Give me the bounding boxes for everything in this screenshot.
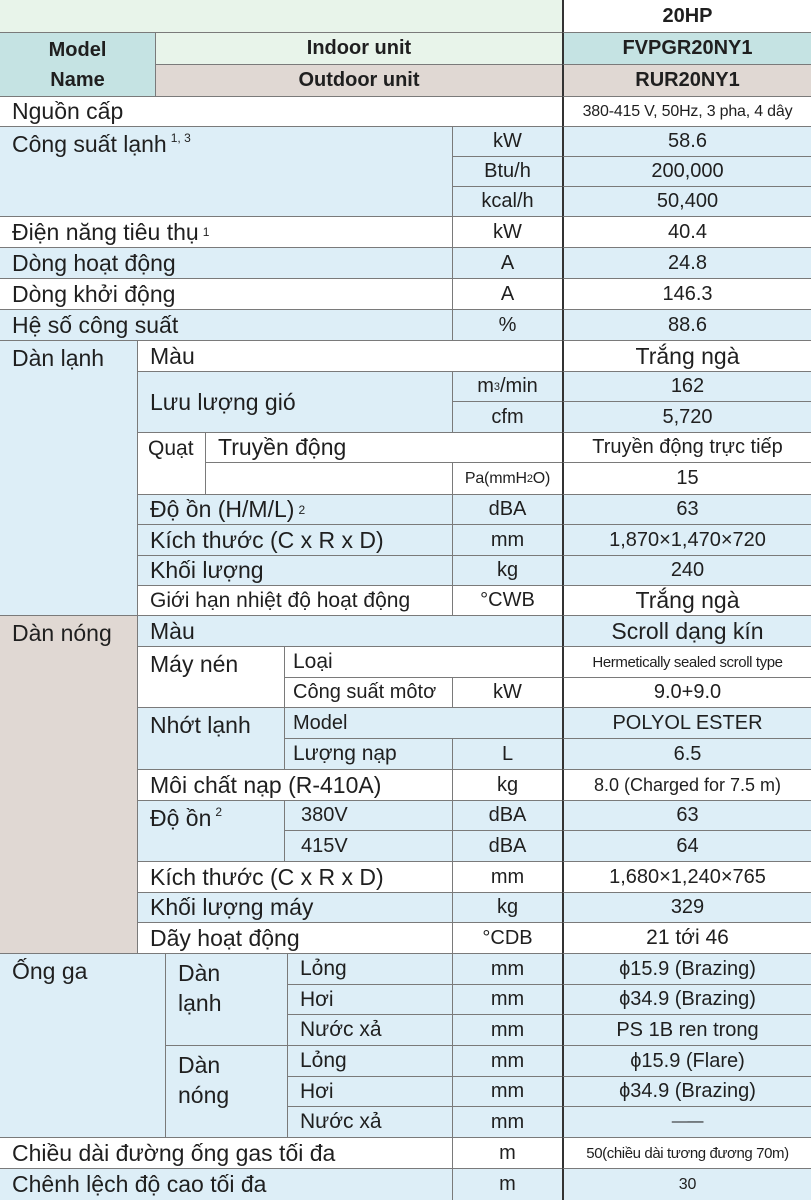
piping-outdoor-gas-value: ϕ34.9 (Brazing) [562,1076,811,1106]
indoor-noise-unit: dBA [452,494,562,524]
max-height-difference-label: Chênh lệch độ cao tối đa [0,1168,452,1200]
outdoor-oil-model-label: Model [284,707,562,738]
cooling-capacity-value-kcal: 50,400 [562,186,811,216]
power-consumption-row [0,216,811,247]
indoor-fan-pressure-unit [452,462,562,494]
outdoor-noise-text: Độ ồn [150,805,212,831]
outdoor-noise-380v-label: 380V [284,800,452,830]
cooling-capacity-row [0,126,811,216]
piping-outdoor-liquid-unit: mm [452,1045,562,1076]
outdoor-noise-415v-unit: dBA [452,830,562,861]
outdoor-section-label: Dàn nóng [0,615,137,953]
indoor-airflow-unit-cfm: cfm [452,401,562,432]
indoor-airflow-value-cfm: 5,720 [562,401,811,432]
outdoor-noise-note: 2 [215,805,223,819]
max-pipe-length-label: Chiều dài đường ống gas tối đa [0,1137,452,1168]
indoor-unit-label: Indoor unit [155,32,562,64]
outdoor-dimensions-label: Kích thước (C x R x D) [137,861,452,892]
outdoor-unit-label: Outdoor unit [155,64,562,96]
outdoor-operating-range-label: Dãy hoạt động [137,922,452,953]
piping-outdoor-liquid-value: ϕ15.9 (Flare) [562,1045,811,1076]
power-consumption-value: 40.4 [562,216,811,247]
indoor-section [0,340,811,615]
piping-indoor-gas-unit: mm [452,984,562,1014]
indoor-weight-value: 240 [562,555,811,585]
piping-section-label: Ống ga [0,953,165,1137]
outdoor-oil-charge-value: 6.5 [562,738,811,769]
piping-section [0,953,811,1137]
outdoor-dimensions-value: 1,680×1,240×765 [562,861,811,892]
power-factor-unit: % [452,309,562,340]
capacity-value: 20HP [562,0,811,32]
indoor-fan-label: Quạt [137,432,205,494]
indoor-noise-note: 2 [298,502,306,517]
power-consumption-text: Điện năng tiêu thụ [12,218,199,245]
cooling-capacity-value-kw: 58.6 [562,126,811,156]
indoor-color-value: Trắng ngà [562,340,811,371]
indoor-weight-unit: kg [452,555,562,585]
cooling-capacity-unit-btu: Btu/h [452,156,562,186]
max-pipe-length-row [0,1137,811,1168]
pressure-unit-sub: 2 [526,472,533,485]
indoor-section-label: Dàn lạnh [0,340,137,615]
outdoor-dimensions-unit: mm [452,861,562,892]
indoor-dimensions-unit: mm [452,524,562,555]
cooling-capacity-note: 1, 3 [170,131,191,145]
piping-indoor-liquid-value: ϕ15.9 (Brazing) [562,953,811,984]
running-current-row [0,247,811,278]
outdoor-compressor-motor-label: Công suất môtơ [284,677,452,707]
power-consumption-note: 1 [202,225,210,239]
airflow-unit-main: m [477,375,494,397]
power-consumption-unit: kW [452,216,562,247]
running-current-label: Dòng hoạt động [0,247,452,278]
running-current-value: 24.8 [562,247,811,278]
piping-indoor-drain-unit: mm [452,1014,562,1045]
indoor-fan-drive-value: Truyền động trực tiếp [562,432,811,462]
cooling-capacity-unit-kw: kW [452,126,562,156]
starting-current-label: Dòng khởi động [0,278,452,309]
outdoor-refrigerant-value: 8.0 (Charged for 7.5 m) [562,769,811,800]
piping-indoor-gas-label: Hơi [287,984,452,1014]
indoor-airflow-value-m3: 162 [562,371,811,401]
outdoor-noise-label [137,800,284,861]
indoor-dimensions-label: Kích thước (C x R x D) [137,524,452,555]
piping-outdoor-drain-unit: mm [452,1106,562,1137]
power-factor-label: Hệ số công suất [0,309,452,340]
pressure-unit-tail: O) [532,469,551,487]
running-current-unit: A [452,247,562,278]
outdoor-weight-value: 329 [562,892,811,922]
outdoor-compressor-type-label: Loại [284,646,562,677]
outdoor-noise-380v-unit: dBA [452,800,562,830]
power-factor-row [0,309,811,340]
outdoor-color-label: Màu [137,615,562,646]
indoor-noise-text: Độ ồn (H/M/L) [150,496,295,522]
cooling-capacity-label [0,126,452,216]
piping-indoor-drain-value: PS 1B ren trong [562,1014,811,1045]
piping-indoor-liquid-label: Lỏng [287,953,452,984]
outdoor-operating-range-value: 21 tới 46 [562,922,811,953]
power-supply-row [0,96,811,126]
outdoor-oil-model-value: POLYOL ESTER [562,707,811,738]
outdoor-section [0,615,811,953]
outdoor-noise-415v-label: 415V [284,830,452,861]
outdoor-compressor-type-value: Hermetically sealed scroll type [562,646,811,677]
starting-current-row [0,278,811,309]
piping-outdoor-gas-label: Hơi [287,1076,452,1106]
outdoor-noise-415v-value: 64 [562,830,811,861]
max-height-difference-value: 30 [562,1168,811,1200]
starting-current-value: 146.3 [562,278,811,309]
max-pipe-length-unit: m [452,1137,562,1168]
piping-outdoor-label [165,1045,287,1137]
outdoor-weight-unit: kg [452,892,562,922]
outdoor-color-value: Scroll dạng kín [562,615,811,646]
indoor-dimensions-value: 1,870×1,470×720 [562,524,811,555]
piping-outdoor-drain-label: Nước xả [287,1106,452,1137]
outdoor-oil-label: Nhớt lạnh [137,707,284,769]
indoor-noise-value: 63 [562,494,811,524]
piping-outdoor-gas-unit: mm [452,1076,562,1106]
power-supply-label: Nguồn cấp [0,96,562,126]
indoor-operating-limit-label: Giới hạn nhiệt độ hoạt động [137,585,452,615]
piping-outdoor-liquid-label: Lỏng [287,1045,452,1076]
piping-outdoor-text: Dàn nóng [178,1052,230,1108]
outdoor-weight-label: Khối lượng máy [137,892,452,922]
indoor-noise-label [137,494,452,524]
indoor-fan-pressure-value: 15 [562,462,811,494]
indoor-operating-limit-unit: °CWB [452,585,562,615]
power-factor-value: 88.6 [562,309,811,340]
starting-current-unit: A [452,278,562,309]
piping-indoor-liquid-unit: mm [452,953,562,984]
outdoor-oil-charge-unit: L [452,738,562,769]
indoor-fan-pressure-spacer [205,462,452,494]
power-consumption-label [0,216,452,247]
outdoor-operating-range-unit: °CDB [452,922,562,953]
airflow-unit-tail: /min [500,375,538,397]
indoor-operating-limit-value: Trắng ngà [562,585,811,615]
piping-indoor-gas-value: ϕ34.9 (Brazing) [562,984,811,1014]
max-height-difference-row [0,1168,811,1200]
outdoor-unit-model: RUR20NY1 [562,64,811,96]
outdoor-noise-380v-value: 63 [562,800,811,830]
cooling-capacity-unit-kcal: kcal/h [452,186,562,216]
max-pipe-length-value: 50(chiều dài tương đương 70m) [562,1137,811,1168]
capacity-row [0,0,811,32]
indoor-weight-label: Khối lượng [137,555,452,585]
model-name-text: Model Name [48,38,107,91]
cooling-capacity-value-btu: 200,000 [562,156,811,186]
outdoor-refrigerant-unit: kg [452,769,562,800]
outdoor-refrigerant-label: Môi chất nạp (R-410A) [137,769,452,800]
pressure-unit-main: Pa(mmH [464,469,527,487]
outdoor-compressor-motor-value: 9.0+9.0 [562,677,811,707]
indoor-airflow-unit-m3 [452,371,562,401]
piping-outdoor-drain-value: —— [562,1106,811,1137]
piping-indoor-drain-label: Nước xả [287,1014,452,1045]
indoor-unit-model: FVPGR20NY1 [562,32,811,64]
outdoor-unit-row [0,64,811,96]
outdoor-oil-charge-label: Lượng nạp [284,738,452,769]
indoor-airflow-label: Lưu lượng gió [137,371,452,432]
capacity-spacer [0,0,562,32]
outdoor-compressor-label: Máy nén [137,646,284,707]
max-height-difference-unit: m [452,1168,562,1200]
cooling-capacity-text: Công suất lạnh [12,131,167,157]
piping-indoor-label [165,953,287,1045]
outdoor-compressor-motor-unit: kW [452,677,562,707]
indoor-color-label: Màu [137,340,562,371]
indoor-fan-drive-label: Truyền động [205,432,562,462]
power-supply-value: 380-415 V, 50Hz, 3 pha, 4 dây [562,96,811,126]
piping-indoor-text: Dàn lạnh [178,960,222,1016]
airflow-unit-sup: 3 [493,380,500,393]
